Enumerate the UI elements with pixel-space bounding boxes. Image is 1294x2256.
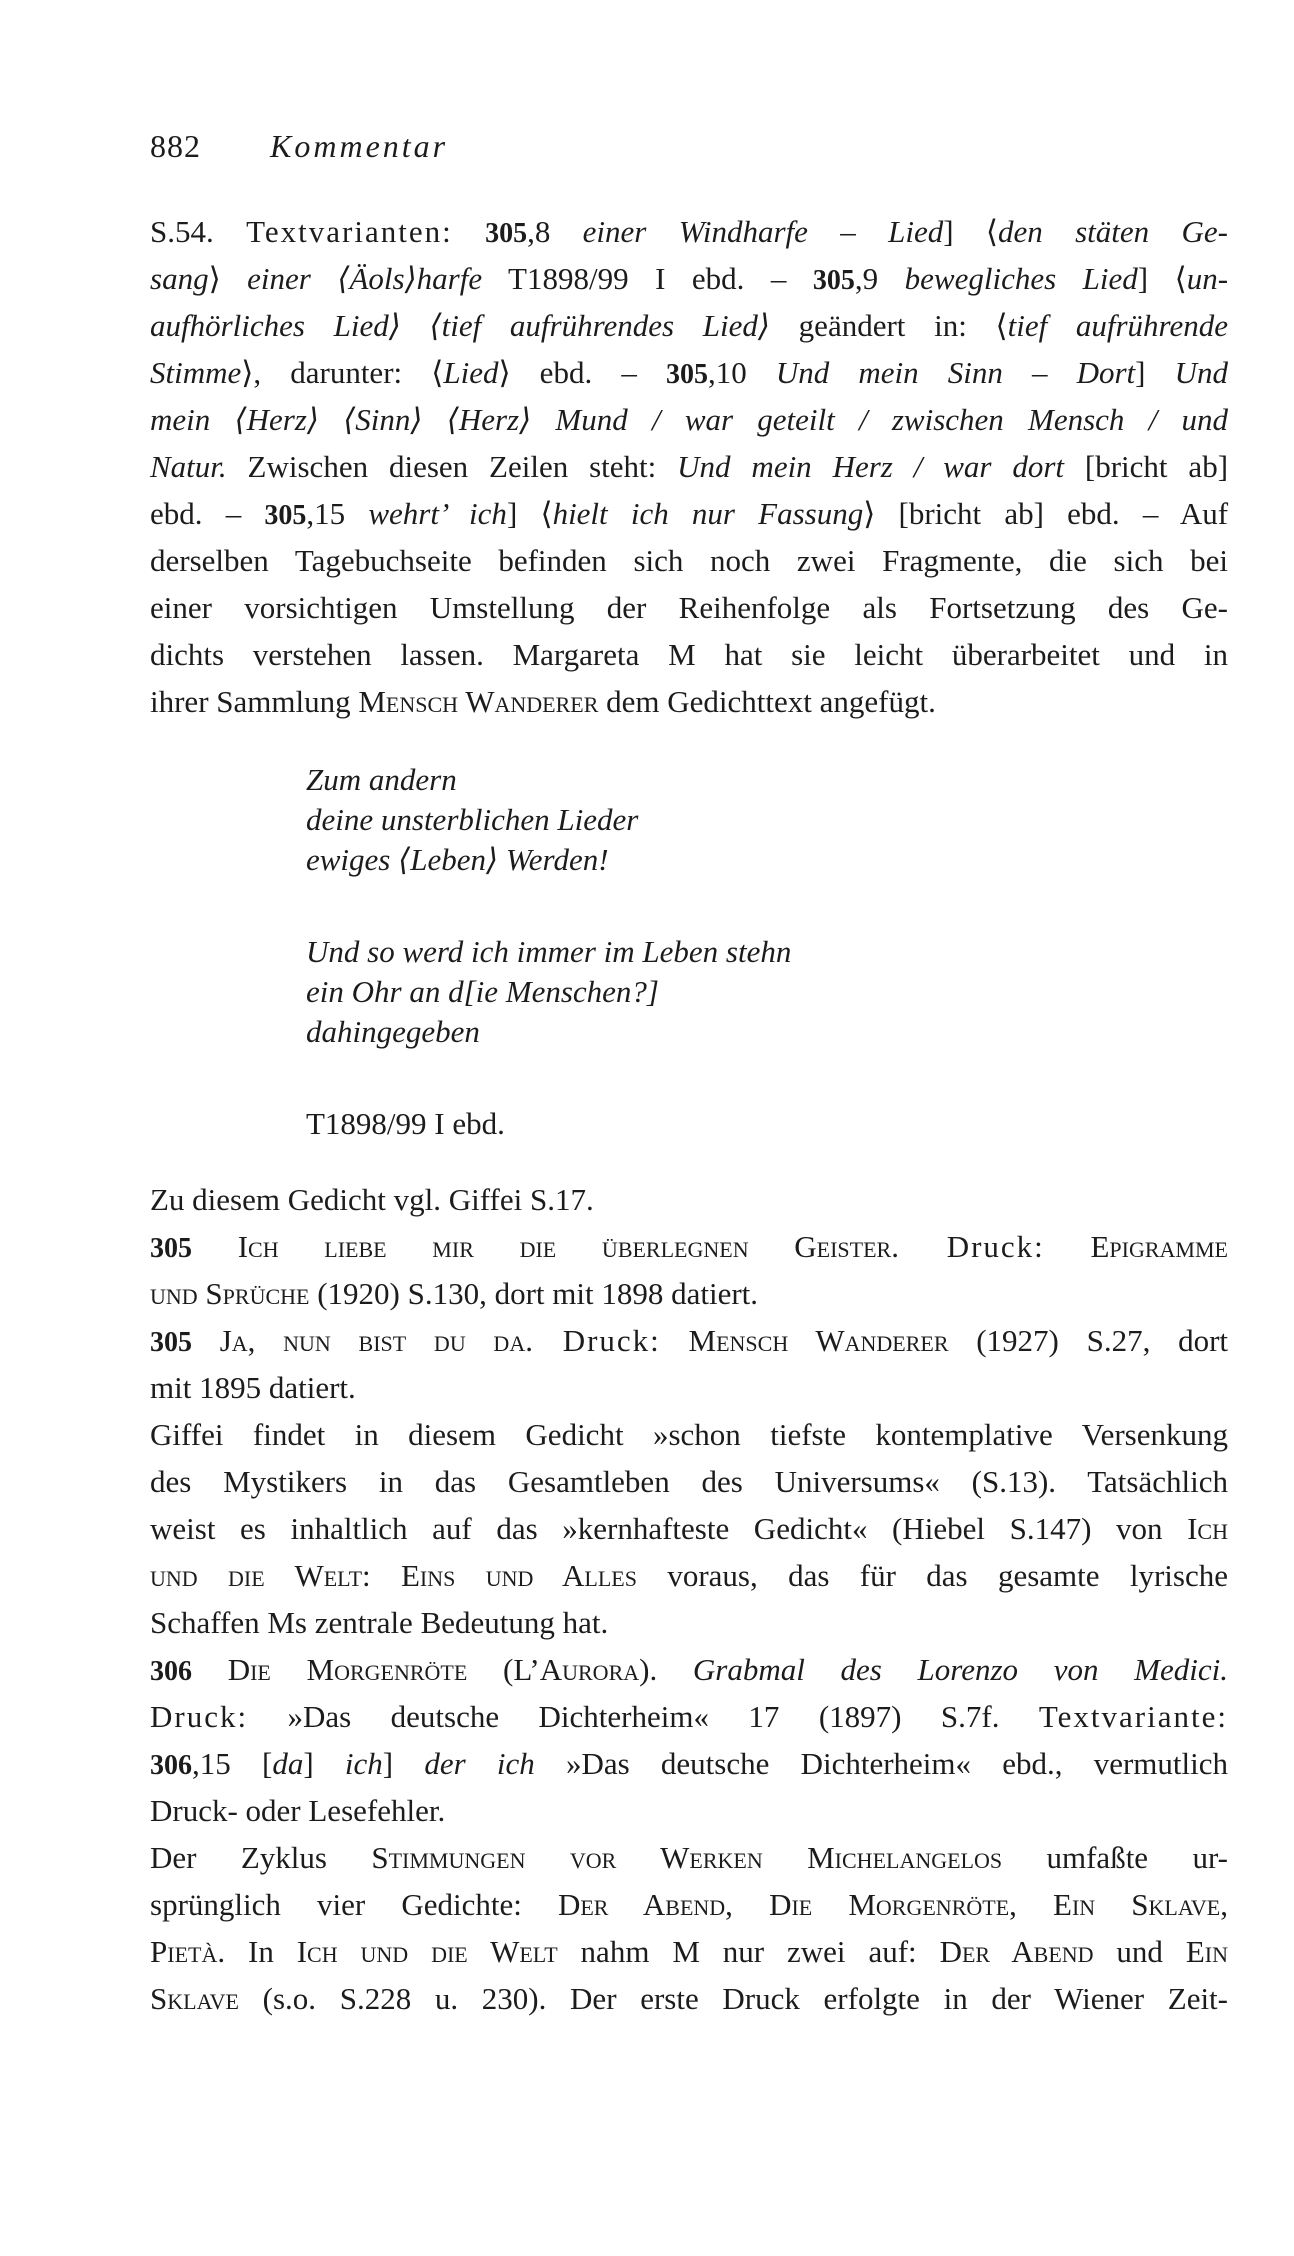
poem-stanza-1 xyxy=(306,760,638,880)
text-line: derselben Tagebuchseite befinden sich noch zwei Fragmente, die sich bei xyxy=(150,543,1228,578)
poem-source: T1898/99 I ebd. xyxy=(306,1106,505,1141)
line-ref: 305 xyxy=(812,265,855,296)
text-line: einer vorsichtigen Umstellung der Reihenfolge als Fortsetzung des Ge- xyxy=(150,590,1228,625)
poem-line: Zum andern xyxy=(306,762,457,797)
text-line: Sklave (s.o. S.228 u. 230). Der erste Druck erfolgte in der Wiener Zeit- xyxy=(150,1981,1228,2016)
poem-line: dahingegeben xyxy=(306,1014,480,1049)
work-title: Mensch Wanderer xyxy=(358,684,599,719)
entry-305a: 305 Ich liebe mir die überlegnen Geister. Druck: Epigramme xyxy=(150,1229,1228,1264)
text-line: dichts verstehen lassen. Margareta M hat sie leicht überarbeitet und in xyxy=(150,637,1228,672)
line-ref: 305 xyxy=(485,218,528,249)
entry-number: 306 xyxy=(150,1656,192,1687)
text-line: weist es inhaltlich auf das »kernhafteste Gedicht« (Hiebel S.147) von Ich xyxy=(150,1511,1228,1546)
text-line: Giffei findet in diesem Gedicht »schon tiefste kontemplative Versenkung xyxy=(150,1417,1228,1452)
text-line: und Sprüche (1920) S.130, dort mit 1898 datiert. xyxy=(150,1276,759,1311)
text-line: sang⟩ einer ⟨Äols⟩harfe T1898/99 I ebd. – 305,9 bewegliches Lied] ⟨un- xyxy=(150,261,1229,296)
entry-305b: 305 Ja, nun bist du da. Druck: Mensch Wanderer (1927) S.27, dort xyxy=(150,1323,1229,1358)
text-line: S.54. Textvarianten: 305,8 einer Windharfe – Lied] ⟨den stäten Ge- xyxy=(150,214,1228,249)
text-line: Der Zyklus Stimmungen vor Werken Michelangelos umfaßte ur- xyxy=(150,1840,1228,1875)
text-line: Zu diesem Gedicht vgl. Giffei S.17. xyxy=(150,1182,594,1217)
label-textvarianten: Textvarianten: xyxy=(246,214,453,249)
poem-stanza-2 xyxy=(306,932,791,1052)
text-line: Schaffen Ms zentrale Bedeutung hat. xyxy=(150,1605,609,1640)
text-line: ebd. – 305,15 wehrt’ ich] ⟨hielt ich nur Fassung⟩ [bricht ab] ebd. – Auf xyxy=(150,496,1229,531)
line-ref: 306 xyxy=(150,1750,192,1781)
poem-line: Und so werd ich immer im Leben stehn xyxy=(306,934,792,969)
text-line: Natur. Zwischen diesen Zeilen steht: Und mein Herz / war dort [bricht ab] xyxy=(150,449,1229,484)
text-line: Druck: »Das deutsche Dichterheim« 17 (1897) S.7f. Textvariante: xyxy=(150,1699,1228,1734)
poem-title: Die Morgenröte (L’Aurora). xyxy=(192,1652,658,1687)
text-line: und die Welt: Eins und Alles voraus, das für das gesamte lyrische xyxy=(150,1558,1229,1593)
text-line: ihrer Sammlung Mensch Wanderer dem Gedichttext angefügt. xyxy=(150,684,936,719)
line-ref: 305 xyxy=(665,359,708,390)
text-line: sprünglich vier Gedichte: Der Abend, Die Morgenröte, Ein Sklave, xyxy=(150,1887,1228,1922)
text-line: aufhörliches Lied⟩ ⟨tief aufrührendes Lied⟩ geändert in: ⟨tief aufrührende xyxy=(150,308,1228,343)
text-line: mit 1895 datiert. xyxy=(150,1370,356,1405)
entry-number: 305 xyxy=(150,1233,192,1264)
poem-line: ein Ohr an d[ie Menschen?] xyxy=(306,974,659,1009)
poem-title: Ja, nun bist du da. xyxy=(192,1323,533,1358)
poem-line: ewiges ⟨Leben⟩ Werden! xyxy=(306,842,609,877)
poem-title: Ich liebe mir die überlegnen Geister. xyxy=(192,1229,899,1264)
poem-line: deine unsterblichen Lieder xyxy=(306,802,639,837)
entry-number: 305 xyxy=(150,1327,192,1358)
entry-306: 306 Die Morgenröte (L’Aurora). Grabmal des Lorenzo von Medici. xyxy=(150,1652,1228,1687)
text-line: 306,15 [da] ich] der ich »Das deutsche Dichterheim« ebd., vermutlich xyxy=(150,1746,1229,1781)
text-line: Druck- oder Lesefehler. xyxy=(150,1793,446,1828)
text-line: mein ⟨Herz⟩ ⟨Sinn⟩ ⟨Herz⟩ Mund / war geteilt / zwischen Mensch / und xyxy=(150,402,1228,437)
text-line: des Mystikers in das Gesamtleben des Universums« (S.13). Tatsächlich xyxy=(150,1464,1228,1499)
line-ref: 305 xyxy=(264,500,307,531)
text-line: Pietà. In Ich und die Welt nahm M nur zwei auf: Der Abend und Ein xyxy=(150,1934,1228,1969)
text-line: Stimme⟩, darunter: ⟨Lied⟩ ebd. – 305,10 Und mein Sinn – Dort] Und xyxy=(150,355,1228,390)
running-header xyxy=(150,128,448,165)
page-number: 882 xyxy=(150,128,201,164)
running-title: Kommentar xyxy=(270,128,449,164)
